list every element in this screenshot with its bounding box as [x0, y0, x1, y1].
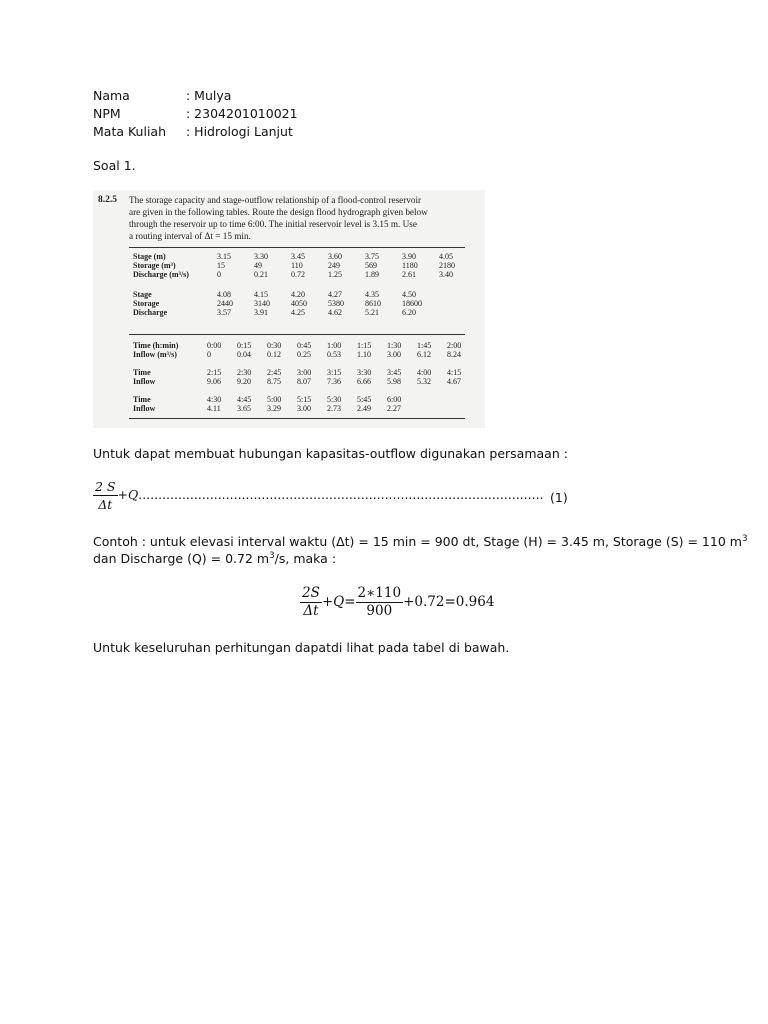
rule: [129, 418, 465, 419]
table-cell: 4.50: [402, 290, 416, 299]
table-row: [133, 261, 476, 270]
table-cell: 0.25: [297, 350, 311, 359]
eq2-plus-q: +Q=: [321, 594, 356, 610]
table-row: [133, 404, 417, 413]
table-cell: 5:00: [267, 395, 282, 404]
table-cell: 1:15: [357, 341, 372, 350]
eq2-rhs-fraction: [356, 585, 404, 620]
table-cell: 0.04: [237, 350, 251, 359]
table-cell: 4.08: [217, 290, 231, 299]
table-row: [133, 350, 477, 359]
eq1-fraction: [93, 478, 118, 513]
table-cell: 4.35: [365, 290, 379, 299]
table-cell: 3.45: [291, 252, 305, 261]
stage-table-1: [133, 252, 476, 279]
table-cell: 4:30: [207, 395, 222, 404]
eq1-denominator: Δt: [98, 497, 113, 512]
table-cell: 1.25: [328, 270, 342, 279]
problem-line: The storage capacity and stage-outflow relationship of a flood-control reservoir: [129, 195, 422, 205]
table-row: [133, 341, 477, 350]
table-cell: 4050: [291, 299, 307, 308]
table-cell: 6:00: [387, 395, 402, 404]
table-cell: 2.61: [402, 270, 416, 279]
table-cell: 9.20: [237, 377, 251, 386]
eq2-lhs-numerator: 2S: [302, 585, 320, 601]
row-header: Inflow: [133, 404, 156, 413]
table-cell: 0: [207, 350, 211, 359]
mata-kuliah-value: : Hidrologi Lanjut: [186, 124, 293, 139]
table-cell: 18600: [402, 299, 422, 308]
row-header: Time (h:min): [133, 341, 179, 350]
table-cell: 2440: [217, 299, 233, 308]
nama-label: Nama: [93, 88, 130, 103]
table-cell: 3.75: [365, 252, 379, 261]
row-header: Discharge (m³/s): [133, 270, 189, 279]
table-cell: 3.57: [217, 308, 231, 317]
row-header: Storage: [133, 299, 160, 308]
table-cell: 1:30: [387, 341, 402, 350]
table-cell: 3.60: [328, 252, 342, 261]
table-cell: 3:30: [357, 368, 372, 377]
table-cell: 249: [328, 261, 340, 270]
table-cell: 8610: [365, 299, 381, 308]
contoh-text: dan Discharge (Q) = 0.72 m: [93, 551, 270, 566]
row-header: Stage (m): [133, 252, 166, 261]
table-cell: 4.20: [291, 290, 305, 299]
table-cell: 0.72: [291, 270, 305, 279]
table-cell: 3.65: [237, 404, 251, 413]
table-cell: 3.91: [254, 308, 268, 317]
contoh-line-1: [93, 534, 748, 549]
table-cell: 4.27: [328, 290, 342, 299]
problem-line: are given in the following tables. Route the design flood hydrograph given below: [129, 207, 428, 217]
table-cell: 3.15: [217, 252, 231, 261]
table-cell: 2180: [439, 261, 455, 270]
problem-line: through the reservoir up to time 6:00. The initial reservoir level is 3.15 m. Use: [129, 219, 417, 229]
table-cell: 3140: [254, 299, 270, 308]
eq2-lhs-denominator: Δt: [303, 603, 319, 619]
table-cell: 1:45: [417, 341, 432, 350]
table-cell: 4.67: [447, 377, 461, 386]
table-cell: 9.06: [207, 377, 221, 386]
table-cell: 2.73: [327, 404, 341, 413]
table-cell: 3:45: [387, 368, 402, 377]
rule: [129, 334, 465, 335]
equation-1: [93, 478, 544, 513]
eq2-rhs-numerator: 2∗110: [357, 585, 402, 601]
table-cell: 2:45: [267, 368, 282, 377]
table-row: [133, 299, 439, 308]
equation-2: [300, 585, 494, 620]
table-cell: 2:00: [447, 341, 462, 350]
table-cell: 3.00: [297, 404, 311, 413]
table-cell: 1.10: [357, 350, 371, 359]
table-cell: 0:30: [267, 341, 282, 350]
eq2-rhs-denominator: 900: [366, 603, 393, 619]
table-cell: 4:45: [237, 395, 252, 404]
eq1-dots: ......................................................................................................: [138, 487, 544, 502]
table-cell: 3:15: [327, 368, 342, 377]
flow-table-2: [133, 368, 477, 386]
table-cell: 4.05: [439, 252, 453, 261]
table-cell: 0:15: [237, 341, 252, 350]
problem-scan-image: [93, 190, 485, 428]
table-cell: 4:15: [447, 368, 462, 377]
table-cell: 2.27: [387, 404, 401, 413]
table-cell: 0: [217, 270, 221, 279]
row-header: Stage: [133, 290, 152, 299]
table-cell: 5380: [328, 299, 344, 308]
table-cell: 5:30: [327, 395, 342, 404]
npm-label: NPM: [93, 106, 121, 121]
table-row: [133, 308, 439, 317]
table-cell: 0:45: [297, 341, 312, 350]
table-cell: 569: [365, 261, 377, 270]
eq2-rhs-tail: +0.72=0.964: [403, 594, 495, 610]
row-header: Storage (m³): [133, 261, 176, 270]
table-cell: 7.36: [327, 377, 341, 386]
table-cell: 5.32: [417, 377, 431, 386]
contoh-text: Contoh : untuk elevasi interval waktu (Δt) = 15 min = 900 dt, Stage (H) = 3.45 m, Storage (S) = 110 m: [93, 534, 742, 549]
row-header: Time: [133, 368, 151, 377]
table-cell: 5:15: [297, 395, 312, 404]
mata-kuliah-label: Mata Kuliah: [93, 124, 167, 139]
table-cell: 8.75: [267, 377, 281, 386]
table-cell: 5.98: [387, 377, 401, 386]
table-row: [133, 368, 477, 377]
row-header: Inflow: [133, 377, 156, 386]
table-cell: 3.00: [387, 350, 401, 359]
table-cell: 3.40: [439, 270, 453, 279]
table-cell: 3.29: [267, 404, 281, 413]
table-cell: 5:45: [357, 395, 372, 404]
table-cell: 2:15: [207, 368, 222, 377]
table-row: [133, 290, 439, 299]
table-cell: 49: [254, 261, 262, 270]
eq1-tail: +Q: [117, 487, 139, 502]
flow-table-3: [133, 395, 417, 413]
table-cell: 0.21: [254, 270, 268, 279]
contoh-line-2: [93, 551, 336, 566]
intro-text: Untuk dapat membuat hubungan kapasitas-outflow digunakan persamaan :: [93, 446, 568, 461]
problem-number: 8.2.5: [98, 195, 117, 205]
eq1-number: (1): [550, 490, 568, 505]
flow-table-1: [133, 341, 477, 359]
table-cell: 3.30: [254, 252, 268, 261]
problem-line: a routing interval of Δt = 15 min.: [129, 231, 251, 241]
eq2-lhs-fraction: [300, 585, 322, 620]
table-cell: 1.89: [365, 270, 379, 279]
superscript: 3: [269, 550, 275, 561]
table-cell: 110: [291, 261, 303, 270]
table-cell: 1180: [402, 261, 418, 270]
rule: [129, 247, 465, 248]
nama-value: : Mulya: [186, 88, 232, 103]
table-cell: 2:30: [237, 368, 252, 377]
table-row: [133, 395, 417, 404]
table-cell: 8.07: [297, 377, 311, 386]
npm-value: : 2304201010021: [186, 106, 298, 121]
contoh-text: /s, maka :: [274, 551, 337, 566]
row-header: Discharge: [133, 308, 168, 317]
table-cell: 4.62: [328, 308, 342, 317]
table-cell: 3:00: [297, 368, 312, 377]
table-cell: 4:00: [417, 368, 432, 377]
table-cell: 4.15: [254, 290, 268, 299]
table-cell: 6.20: [402, 308, 416, 317]
table-cell: 0.53: [327, 350, 341, 359]
table-cell: 5.21: [365, 308, 379, 317]
closing-text: Untuk keseluruhan perhitungan dapatdi lihat pada tabel di bawah.: [93, 640, 510, 655]
table-row: [133, 270, 476, 279]
table-cell: 0:00: [207, 341, 222, 350]
row-header: Time: [133, 395, 151, 404]
table-cell: 1:00: [327, 341, 342, 350]
row-header: Inflow (m³/s): [133, 350, 177, 359]
table-cell: 8.24: [447, 350, 461, 359]
table-cell: 0.12: [267, 350, 281, 359]
table-cell: 6.12: [417, 350, 431, 359]
table-row: [133, 377, 477, 386]
table-cell: 3.90: [402, 252, 416, 261]
table-cell: 4.11: [207, 404, 221, 413]
table-cell: 4.25: [291, 308, 305, 317]
table-cell: 6.66: [357, 377, 371, 386]
soal-label: Soal 1.: [93, 158, 136, 173]
stage-table-2: [133, 290, 439, 317]
superscript: 3: [741, 533, 748, 544]
eq1-numerator: 2 S: [95, 479, 116, 494]
table-cell: 2.49: [357, 404, 371, 413]
table-cell: 15: [217, 261, 225, 270]
table-row: [133, 252, 476, 261]
